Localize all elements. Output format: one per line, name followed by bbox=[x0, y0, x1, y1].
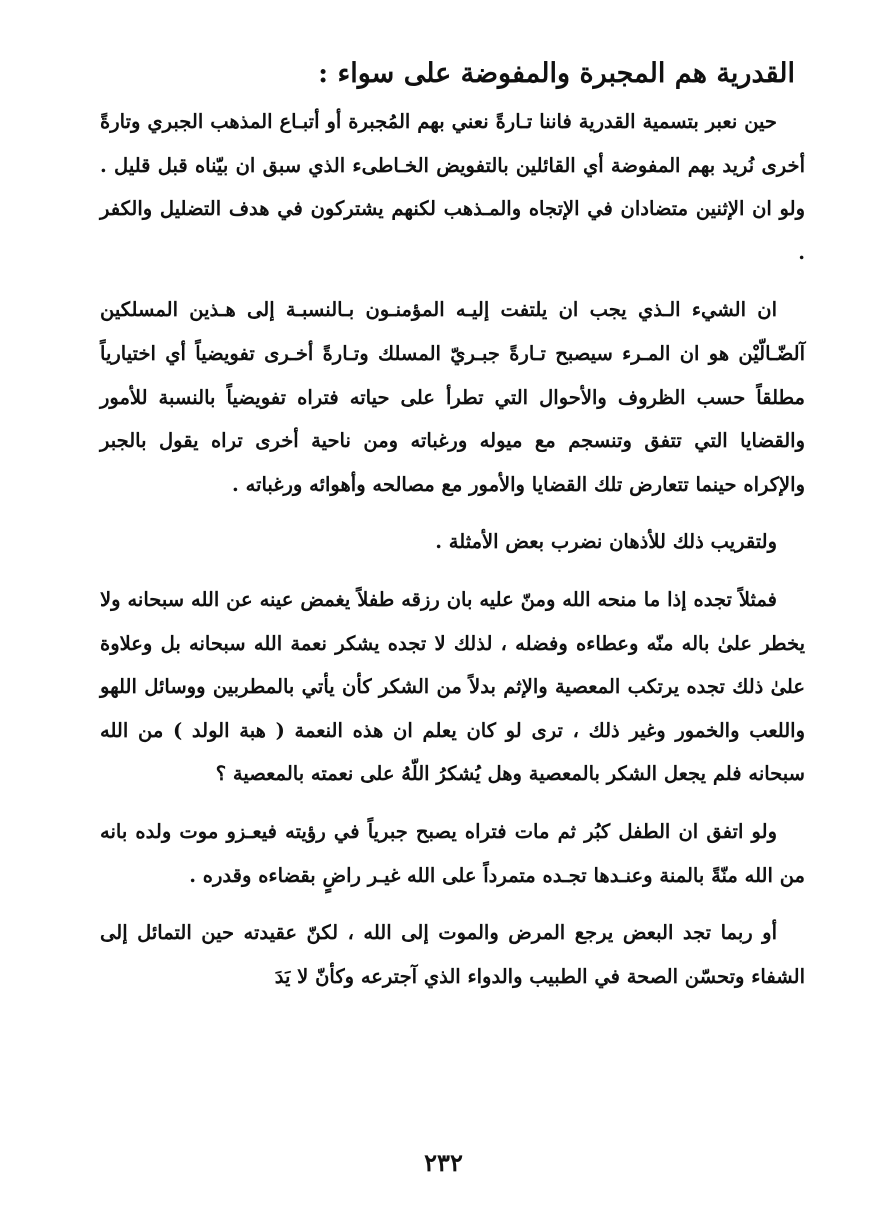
paragraph-5: ولو اتفق ان الطفل كبُر ثم مات فتراه يصبح جبرياً في رؤيته فيعـزو موت ولده بانه من الله منّةً بالمنة وعنـدها تجـده متمرداً على الله غيـر راضٍ بقضاءه وقدره . bbox=[100, 819, 805, 887]
page-number: ٢٣٢ bbox=[424, 1148, 463, 1177]
paragraph-3: ولتقريب ذلك للأذهان نضرب بعض الأمثلة . bbox=[435, 530, 777, 554]
section-heading: القدرية هم المجبرة والمفوضة على سواء : bbox=[318, 58, 795, 89]
paragraph-6: أو ربما تجد البعض يرجع المرض والموت إلى الله ، لكنّ عقيدته حين التمائل إلى الشفاء وتحسّن الصحة في الطبيب والدواء الذي آجترعه وكأنّ لا يَدَ bbox=[100, 921, 805, 988]
paragraph-4: فمثلاً تجده إذا ما منحه الله ومنّ عليه بان رزقه طفلاً يغمض عينه عن الله سبحانه ولا يخطر علىٰ باله منّه وعطاءه وفضله ، لذلك لا تجده يشكر نعمة الله سبحانه بل وعلاوة علىٰ ذلك تجده يرتكب المعصية والإثم بدلاً من الشكر كأن يأتي بالمطربين ووسائل اللهو واللعب والخمور وغير ذلك ، ترى لو كان يعلم ان هذه النعمة ( هبة الولد ) من الله سبحانه فلم يجعل الشكر بالمعصية وهل يُشكرُ اللّهُ على نعمته بالمعصية ؟ bbox=[100, 587, 805, 786]
paragraph-2: ان الشيء الـذي يجب ان يلتفت إليـه المؤمنـون بـالنسبـة إلى هـذين المسلكين آلضّـالّيْن هو ان المـرء سيصبح تـارةً جبـريّ المسلك وتـارةً أخـرى تفويضياً أي اختيارياً مطلقاً حسب الظروف والأحوال التي تطرأ على حياته فتراه تفويضياً بالنسبة للأمور والقضايا التي تتفق وتنسجم مع ميوله ورغباته ومن ناحية أخرى تراه يقول بالجبر والإكراه حينما تتعارض تلك القضايا والأمور مع مصالحه وأهوائه ورغباته . bbox=[100, 298, 805, 496]
paragraph-1: حين نعبر بتسمية القدرية فاننا تـارةً نعني بهم المُجبرة أو أتبـاع المذهب الجبري وتارةً أخرى نُريد بهم المفوضة أي القائلين بالتفويض الخـاطىء الذي سبق ان بيّناه قبل قليل . ولو ان الإثنين متضادان في الإتجاه والمـذهب لكنهم يشتركون في هدف التضليل والكفر . bbox=[100, 110, 805, 264]
